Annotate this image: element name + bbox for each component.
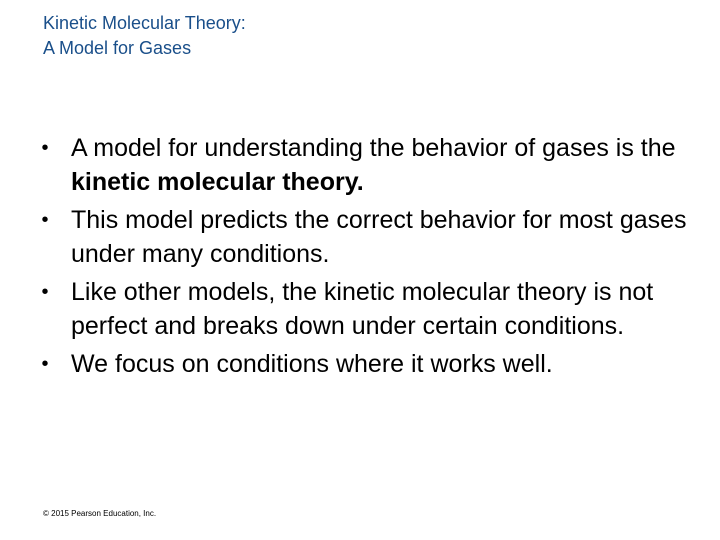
bullet-icon: •	[41, 281, 49, 303]
bullet-text: Like other models, the kinetic molecular theory is not perfect and breaks down under certain conditions.	[71, 278, 654, 340]
bullet-text: We focus on conditions where it works well.	[71, 350, 553, 378]
bullet-item	[33, 131, 703, 199]
bullet-icon: •	[41, 353, 49, 375]
slide-title	[43, 11, 643, 61]
copyright-footer: © 2015 Pearson Education, Inc.	[43, 509, 157, 518]
bullet-icon: •	[41, 209, 49, 231]
bullet-text: This model predicts the correct behavior for most gases under many conditions.	[71, 206, 687, 268]
bullet-list	[33, 131, 703, 385]
bullet-text	[71, 134, 676, 196]
bullet-item	[33, 275, 703, 343]
bullet-item	[33, 203, 703, 271]
bullet-item	[33, 347, 703, 381]
slide-title-line-1: Kinetic Molecular Theory:	[43, 13, 246, 33]
slide-title-line-2: A Model for Gases	[43, 38, 192, 58]
bullet-text-prefix: A model for understanding the behavior of gases is the	[71, 134, 676, 162]
bullet-icon: •	[41, 137, 49, 159]
bullet-text-bold: kinetic molecular theory.	[71, 168, 364, 196]
